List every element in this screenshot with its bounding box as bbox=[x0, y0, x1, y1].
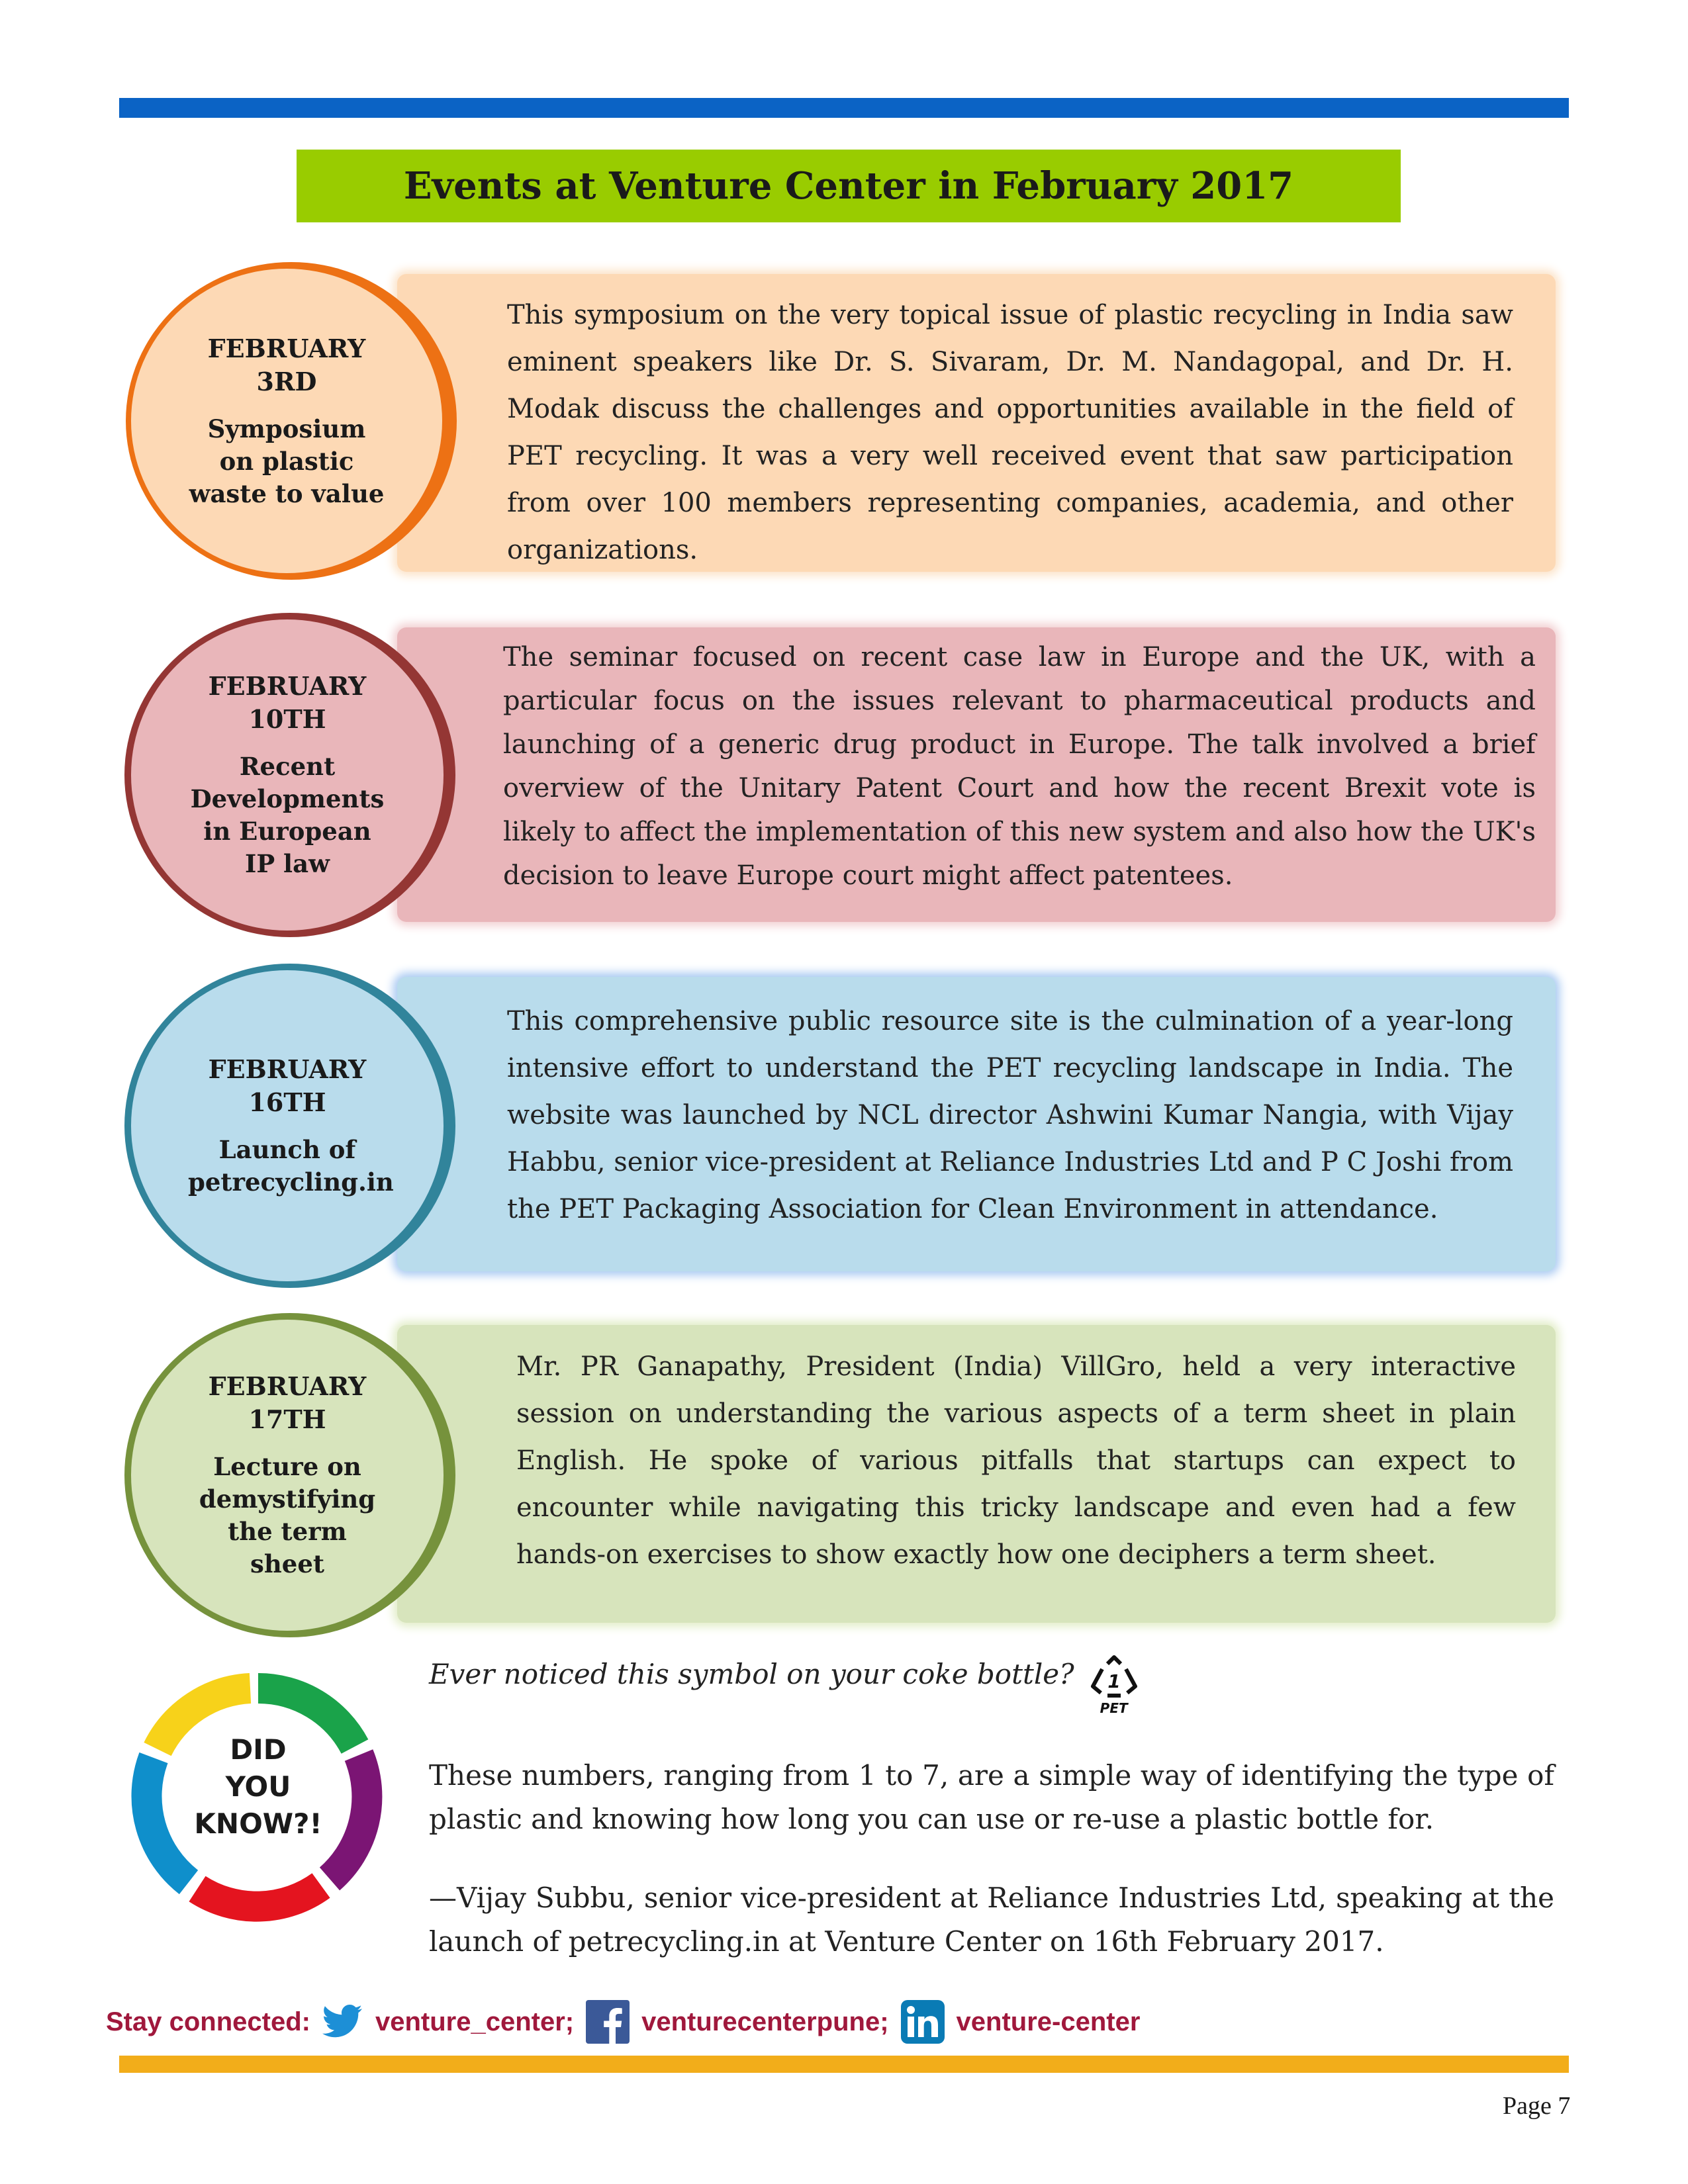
event-feb-17 bbox=[119, 1325, 1556, 1623]
event-month: FEBRUARY bbox=[208, 1054, 367, 1084]
bottom-rule bbox=[119, 2056, 1569, 2073]
twitter-icon[interactable] bbox=[322, 2005, 363, 2039]
event-topic: Launch of petrecycling.in bbox=[188, 1135, 394, 1197]
linkedin-page-link[interactable]: venture-center bbox=[956, 2007, 1141, 2036]
event-description: The seminar focused on recent case law in Europe and the UK, with a particular focus on the issues relevant to pharmaceutical products and launching of a generic drug product in Europe. The talk involved a brief overview of the Unitary Patent Court and how the recent Brexit vote is likely to affect the implementation of this new system and also how the UK's decision to leave Europe court might affect patentees. bbox=[503, 642, 1536, 891]
event-feb-10 bbox=[119, 627, 1556, 922]
page-title: Events at Venture Center in February 2017 bbox=[403, 164, 1294, 208]
facebook-page-link[interactable]: venturecenterpune; bbox=[641, 2007, 889, 2036]
event-description: This comprehensive public resource site is the culmination of a year-long intensive effort to understand the PET recycling landscape in India. The website was launched by NCL director Ashwini Kumar Nangia, with Vijay Habbu, senior vice-president at Reliance Industries Ltd and P C Joshi from the PET Packaging Association for Clean Environment in attendance. bbox=[507, 1006, 1513, 1224]
event-day: 17TH bbox=[248, 1404, 326, 1434]
event-date-badge bbox=[131, 1320, 444, 1631]
event-day: 16TH bbox=[248, 1087, 326, 1117]
symbol-number: 1 bbox=[1107, 1670, 1121, 1692]
did-you-know-question: Ever noticed this symbol on your coke bottle? bbox=[429, 1658, 1074, 1690]
event-day: 3RD bbox=[256, 366, 317, 396]
page-number: Page 7 bbox=[1503, 2092, 1571, 2120]
event-date-badge bbox=[131, 269, 442, 573]
event-description: This symposium on the very topical issue of plastic recycling in India saw eminent speakers like Dr. S. Sivaram, Dr. M. Nandagopal, and Dr. H. Modak discuss the challenges and opportunities available in the field of PET recycling. It was a very well received event that saw participation from over 100 members representing companies, academia, and other organizations. bbox=[507, 300, 1513, 565]
event-topic: Recent Developments in European IP law bbox=[190, 752, 385, 878]
event-date-badge bbox=[131, 970, 444, 1281]
recycle-triangle-icon bbox=[1088, 1655, 1141, 1701]
event-date-badge bbox=[131, 619, 444, 931]
did-you-know-label: DID YOU KNOW?! bbox=[194, 1733, 322, 1840]
event-topic: Lecture on demystifying the term sheet bbox=[199, 1452, 376, 1578]
title-banner bbox=[297, 150, 1401, 222]
did-you-know-badge bbox=[119, 1659, 397, 1936]
event-feb-16 bbox=[119, 977, 1556, 1271]
top-rule bbox=[119, 98, 1569, 118]
event-feb-3 bbox=[119, 274, 1556, 572]
event-description: Mr. PR Ganapathy, President (India) VillGro, held a very interactive session on understanding the various aspects of a term sheet in plain English. He spoke of various pitfalls that startups can expect to encounter while navigating this tricky landscape and even had a few hands-on exercises to show exactly how one deciphers a term sheet. bbox=[516, 1351, 1516, 1570]
did-you-know-quote: —Vijay Subbu, senior vice-president at Reliance Industries Ltd, speaking at the launch of petrecycling.in at Venture Center on 16th February 2017. bbox=[429, 1882, 1554, 1958]
linkedin-icon[interactable] bbox=[901, 2000, 945, 2044]
recycling-symbol bbox=[1088, 1655, 1141, 1715]
social-links bbox=[106, 1999, 1140, 2045]
event-month: FEBRUARY bbox=[207, 333, 366, 363]
event-topic: Symposium on plastic waste to value bbox=[189, 414, 385, 508]
symbol-label: PET bbox=[1100, 1700, 1128, 1716]
event-month: FEBRUARY bbox=[208, 671, 367, 701]
social-label: Stay connected: bbox=[106, 2007, 310, 2036]
did-you-know-question-row bbox=[429, 1655, 1554, 1715]
twitter-handle-link[interactable]: venture_center; bbox=[375, 2007, 575, 2036]
facebook-icon[interactable] bbox=[586, 2000, 630, 2044]
did-you-know-explanation: These numbers, ranging from 1 to 7, are a simple way of identifying the type of plastic and knowing how long you can use or re-use a plastic bottle for. bbox=[429, 1759, 1554, 1835]
event-month: FEBRUARY bbox=[208, 1371, 367, 1401]
event-day: 10TH bbox=[248, 704, 326, 734]
